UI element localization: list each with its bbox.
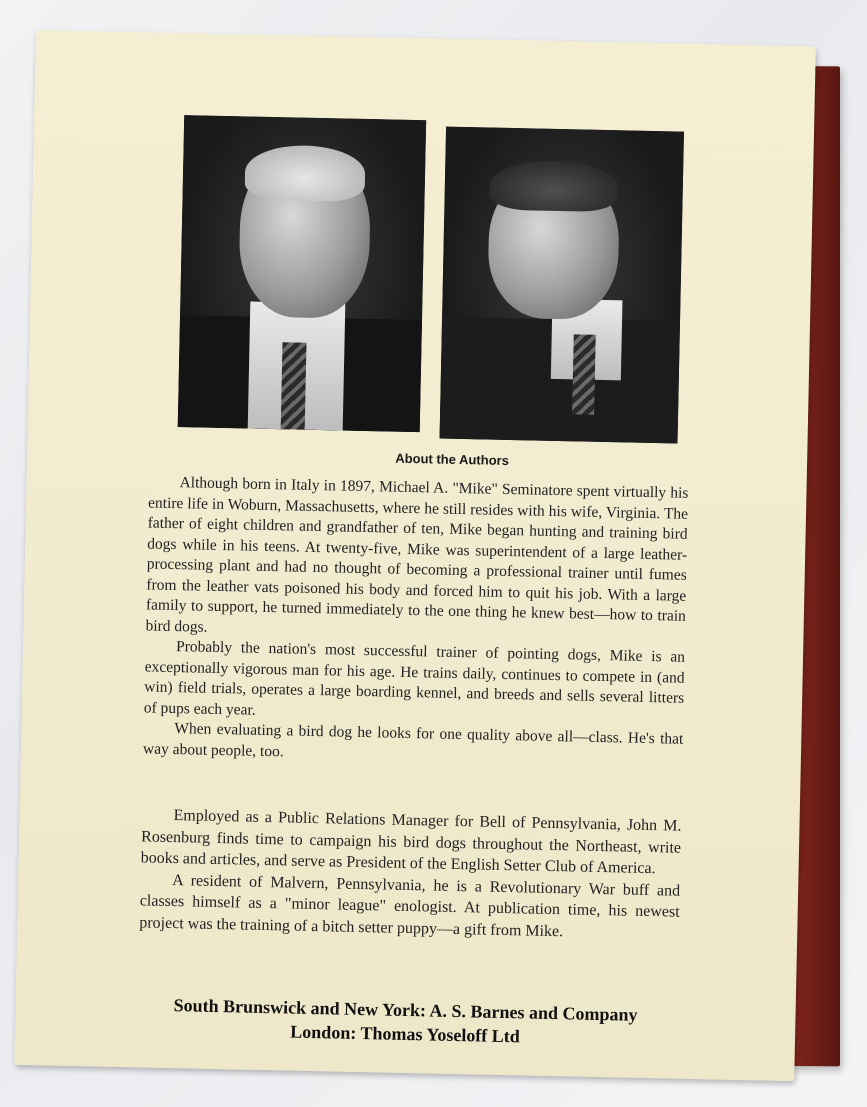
publisher-line-2: London: Thomas Yoseloff Ltd [290, 1021, 521, 1047]
bio-paragraph: When evaluating a bird dog he looks for one quality above all—class. He's that way about people, too. [142, 720, 684, 760]
publisher-imprint [125, 992, 686, 1052]
caption-about-the-authors: About the Authors [395, 450, 510, 468]
bio-paragraph: A resident of Malvern, Pennsylvania, he is a Revolutionary War buff and classes himself as a "minor league" enologist. At publication time, his newest project was the training of a bitch setter puppy—a gift from Mike. [139, 871, 681, 940]
book-back-cover [14, 30, 816, 1081]
bio-paragraph: Employed as a Public Relations Manager for Bell of Pennsylvania, John M. Rosenburg finds time to campaign his bird dogs throughout the Northeast, write books and articles, and serve as President of the English Setter Club of America. [140, 807, 682, 878]
bio-paragraph: Probably the nation's most successful trainer of pointing dogs, Mike is an exceptionally vigorous man for his age. He trains daily, continues to compete in (and win) field trials, operates a large boarding kennel, and breeds and sells several litters of pups each year. [143, 638, 686, 719]
author-photo-rosenburg [440, 127, 684, 444]
publisher-line-1: South Brunswick and New York: A. S. Barnes and Company [173, 995, 638, 1025]
bio-seminatore [143, 472, 689, 770]
bio-rosenburg [139, 804, 682, 944]
bio-paragraph: Although born in Italy in 1897, Michael A. "Mike" Seminatore spent virtually his entire life in Woburn, Massachusetts, where he still resides with his wife, Virginia. The father of eight children and grandfather of ten, Mike began hunting and training bird dogs while in his teens. At twenty-five, Mike was superintendent of a large leather-processing plant and had no thought of becoming a professional trainer until fumes from the leather vats poisoned his body and forced him to quit his job. With a large family to support, he turned immediately to the one thing he knew best—how to train bird dogs. [145, 474, 689, 636]
author-photo-seminatore [178, 115, 426, 432]
